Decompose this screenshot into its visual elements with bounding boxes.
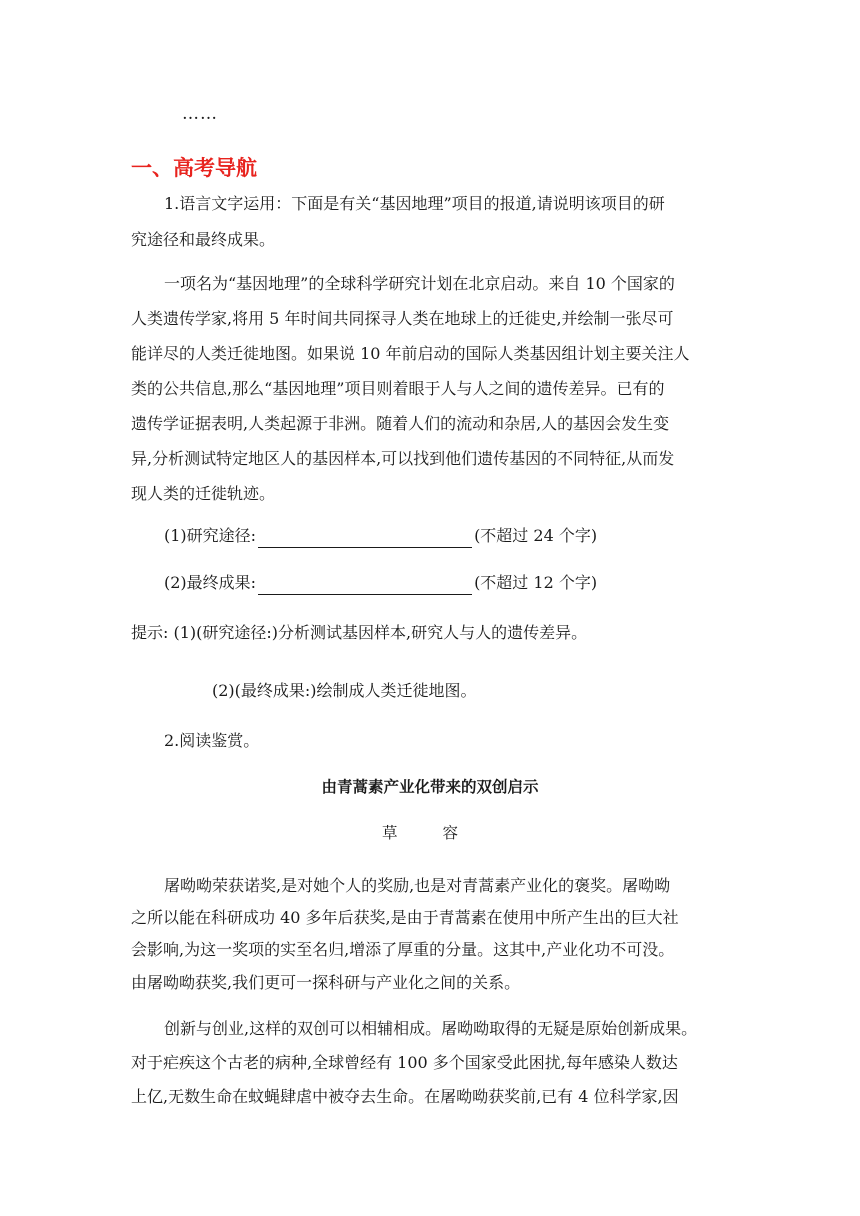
question-2-label: 2.阅读鉴赏。 (164, 731, 260, 750)
passage-line: 异,分析测试特定地区人的基因样本,可以找到他们遗传基因的不同特征,从而发 (131, 449, 675, 468)
final-result-blank[interactable] (258, 574, 472, 595)
fill-in-research-method (164, 524, 597, 548)
final-result-limit: (不超过 12 个字) (474, 573, 598, 592)
article-paragraph-line: 会影响,为这一奖项的实至名归,增添了厚重的分量。这其中,产业化功不可没。 (131, 940, 675, 959)
article-paragraph-line: 对于疟疾这个古老的病种,全球曾经有 100 多个国家受此困扰,每年感染人数达 (131, 1053, 678, 1072)
research-method-blank[interactable] (258, 527, 472, 548)
ellipsis: …… (182, 104, 218, 124)
article-title: 由青蒿素产业化带来的双创启示 (321, 778, 539, 796)
passage-line: 现人类的迁徙轨迹。 (131, 484, 276, 503)
passage-line: 人类遗传学家,将用 5 年时间共同探寻人类在地球上的迁徙史,并绘制一张尽可 (131, 309, 674, 328)
article-paragraph-line: 由屠呦呦获奖,我们更可一探科研与产业化之间的关系。 (131, 973, 521, 992)
research-method-limit: (不超过 24 个字) (474, 526, 598, 545)
hint-line-1: 提示: (1)(研究途径:)分析测试基因样本,研究人与人的遗传差异。 (131, 623, 588, 642)
passage-line: 能详尽的人类迁徙地图。如果说 10 年前启动的国际人类基因组计划主要关注人 (131, 344, 690, 363)
passage-line: 一项名为“基因地理”的全球科学研究计划在北京启动。来自 10 个国家的 (164, 274, 675, 293)
question-1-line-2: 究途径和最终成果。 (131, 230, 276, 249)
article-paragraph-line: 创新与创业,这样的双创可以相辅相成。屠呦呦取得的无疑是原始创新成果。 (164, 1019, 698, 1038)
fill-in-final-result (164, 571, 597, 595)
passage-line: 遗传学证据表明,人类起源于非洲。随着人们的流动和杂居,人的基因会发生变 (131, 414, 670, 433)
section-heading: 一、高考导航 (131, 156, 257, 180)
article-paragraph-line: 屠呦呦荣获诺奖,是对她个人的奖励,也是对青蒿素产业化的褒奖。屠呦呦 (164, 876, 671, 895)
article-author: 草 容 (382, 824, 478, 842)
question-1-line-1: 1.语言文字运用：下面是有关“基因地理”项目的报道,请说明该项目的研 (164, 194, 665, 213)
research-method-label: (1)研究途径: (164, 526, 257, 545)
hint-line-2: (2)(最终成果:)绘制成人类迁徙地图。 (212, 681, 477, 700)
final-result-label: (2)最终成果: (164, 573, 257, 592)
article-paragraph-line: 之所以能在科研成功 40 多年后获奖,是由于青蒿素在使用中所产生出的巨大社 (131, 908, 679, 927)
passage-line: 类的公共信息,那么“基因地理”项目则着眼于人与人之间的遗传差异。已有的 (131, 379, 665, 398)
article-paragraph-line: 上亿,无数生命在蚊蝇肆虐中被夺去生命。在屠呦呦获奖前,已有 4 位科学家,因 (131, 1087, 679, 1106)
